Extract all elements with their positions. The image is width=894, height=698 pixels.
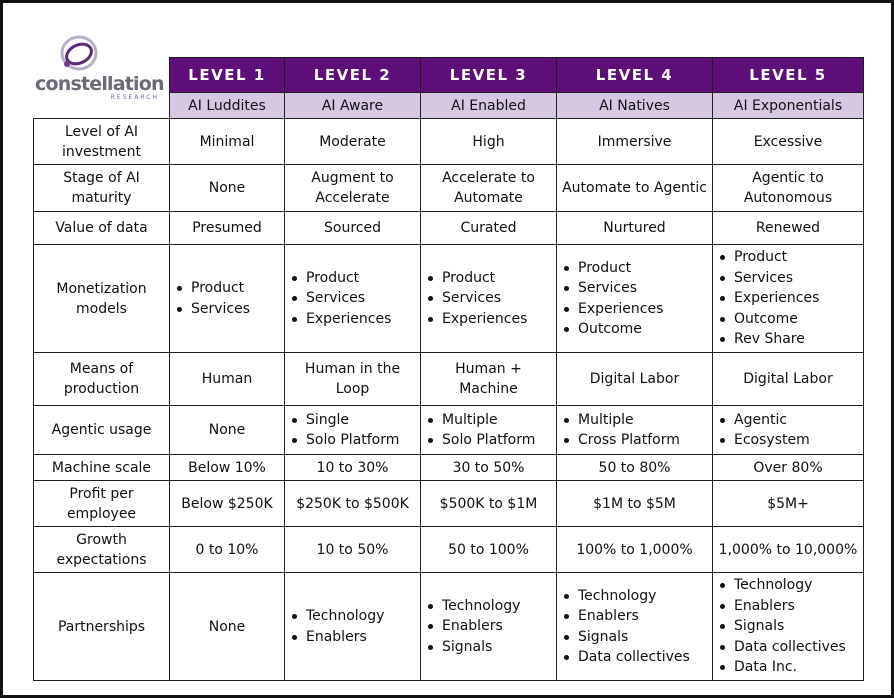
level-name-row xyxy=(34,93,864,119)
list-item: Single xyxy=(289,410,399,431)
brand-sub: RESEARCH xyxy=(110,94,159,101)
bullet-list xyxy=(289,268,391,330)
list-item: Services xyxy=(561,278,663,299)
table-cell: Human xyxy=(170,353,285,406)
table-row xyxy=(34,212,864,245)
list-item: Enablers xyxy=(425,616,520,637)
table-cell: 1,000% to 10,000% xyxy=(713,527,864,573)
page-frame xyxy=(3,3,891,695)
table-corner xyxy=(34,93,170,119)
table-cell: Digital Labor xyxy=(557,353,713,406)
bullet-list xyxy=(717,247,819,350)
table-cell: $250K to $500K xyxy=(285,481,421,527)
list-item: Services xyxy=(717,268,819,289)
list-item: Ecosystem xyxy=(717,430,810,451)
table-cell: Immersive xyxy=(557,119,713,165)
table-cell xyxy=(421,406,557,455)
table-row xyxy=(34,406,864,455)
list-item: Data collectives xyxy=(561,647,690,668)
table-cell xyxy=(713,573,864,681)
table-cell xyxy=(713,245,864,353)
list-item: Solo Platform xyxy=(425,430,535,451)
row-label: Growth expectations xyxy=(34,527,170,573)
table-cell xyxy=(421,573,557,681)
bullet-list xyxy=(717,410,810,451)
table-cell: None xyxy=(170,573,285,681)
row-label: Means of production xyxy=(34,353,170,406)
bullet-list xyxy=(289,410,399,451)
bullet-list xyxy=(717,575,846,678)
list-item: Product xyxy=(425,268,527,289)
table-cell xyxy=(170,245,285,353)
level-name: AI Luddites xyxy=(170,93,285,119)
level-name: AI Enabled xyxy=(421,93,557,119)
table-cell: Accelerate to Automate xyxy=(421,165,557,212)
list-item: Experiences xyxy=(425,309,527,330)
level-header: LEVEL 4 xyxy=(557,58,713,93)
list-item: Technology xyxy=(717,575,846,596)
row-label: Agentic usage xyxy=(34,406,170,455)
list-item: Services xyxy=(425,288,527,309)
bullet-list xyxy=(561,586,690,668)
row-label: Partnerships xyxy=(34,573,170,681)
table-cell: Below 10% xyxy=(170,455,285,481)
table-cell xyxy=(285,406,421,455)
table-cell xyxy=(713,406,864,455)
list-item: Rev Share xyxy=(717,329,819,350)
table-cell xyxy=(557,573,713,681)
level-name: AI Aware xyxy=(285,93,421,119)
list-item: Agentic xyxy=(717,410,810,431)
table-cell: None xyxy=(170,406,285,455)
row-label: Monetization models xyxy=(34,245,170,353)
list-item: Product xyxy=(289,268,391,289)
table-cell: Over 80% xyxy=(713,455,864,481)
level-header: LEVEL 3 xyxy=(421,58,557,93)
row-label: Profit per employee xyxy=(34,481,170,527)
table-row xyxy=(34,527,864,573)
table-cell: Below $250K xyxy=(170,481,285,527)
bullet-list xyxy=(289,606,384,647)
list-item: Product xyxy=(561,258,663,279)
bullet-list xyxy=(561,410,680,451)
table-cell: Excessive xyxy=(713,119,864,165)
table-cell: 10 to 30% xyxy=(285,455,421,481)
brand-name: constellation xyxy=(35,73,164,95)
list-item: Signals xyxy=(425,637,520,658)
list-item: Signals xyxy=(561,627,690,648)
list-item: Outcome xyxy=(717,309,819,330)
row-label: Stage of AI maturity xyxy=(34,165,170,212)
table-cell xyxy=(285,573,421,681)
list-item: Enablers xyxy=(717,596,846,617)
table-body xyxy=(34,119,864,681)
row-label: Value of data xyxy=(34,212,170,245)
row-label: Level of AI investment xyxy=(34,119,170,165)
list-item: Technology xyxy=(425,596,520,617)
list-item: Services xyxy=(174,299,250,320)
table-row xyxy=(34,245,864,353)
table-cell: Human in the Loop xyxy=(285,353,421,406)
list-item: Solo Platform xyxy=(289,430,399,451)
list-item: Services xyxy=(289,288,391,309)
table-cell: Human + Machine xyxy=(421,353,557,406)
bullet-list xyxy=(425,268,527,330)
table-cell xyxy=(285,245,421,353)
table-cell xyxy=(557,245,713,353)
table-cell: Digital Labor xyxy=(713,353,864,406)
table-cell: $1M to $5M xyxy=(557,481,713,527)
table-row xyxy=(34,165,864,212)
list-item: Experiences xyxy=(289,309,391,330)
list-item: Product xyxy=(174,278,250,299)
level-header: LEVEL 2 xyxy=(285,58,421,93)
table-cell: $500K to $1M xyxy=(421,481,557,527)
table-cell: Nurtured xyxy=(557,212,713,245)
table-row xyxy=(34,353,864,406)
table-cell: Sourced xyxy=(285,212,421,245)
table-cell: High xyxy=(421,119,557,165)
table-cell xyxy=(421,245,557,353)
table-cell: None xyxy=(170,165,285,212)
bullet-list xyxy=(561,258,663,340)
table-row xyxy=(34,481,864,527)
table-cell: Minimal xyxy=(170,119,285,165)
table-cell: 100% to 1,000% xyxy=(557,527,713,573)
table-row xyxy=(34,573,864,681)
list-item: Cross Platform xyxy=(561,430,680,451)
table-row xyxy=(34,455,864,481)
list-item: Data collectives xyxy=(717,637,846,658)
list-item: Technology xyxy=(561,586,690,607)
level-header: LEVEL 5 xyxy=(713,58,864,93)
list-item: Outcome xyxy=(561,319,663,340)
list-item: Product xyxy=(717,247,819,268)
row-label: Machine scale xyxy=(34,455,170,481)
level-header: LEVEL 1 xyxy=(170,58,285,93)
table-cell: 50 to 80% xyxy=(557,455,713,481)
bullet-list xyxy=(425,410,535,451)
table-cell xyxy=(557,406,713,455)
table-cell: 10 to 50% xyxy=(285,527,421,573)
list-item: Signals xyxy=(717,616,846,637)
list-item: Multiple xyxy=(561,410,680,431)
list-item: Enablers xyxy=(561,606,690,627)
table-cell: Augment to Accelerate xyxy=(285,165,421,212)
level-name: AI Natives xyxy=(557,93,713,119)
bullet-list xyxy=(174,278,250,319)
level-header-row xyxy=(34,58,864,93)
table-corner xyxy=(34,58,170,93)
table-cell: 50 to 100% xyxy=(421,527,557,573)
table-cell: 0 to 10% xyxy=(170,527,285,573)
table-cell: Moderate xyxy=(285,119,421,165)
table-cell: Presumed xyxy=(170,212,285,245)
table-row xyxy=(34,119,864,165)
level-name: AI Exponentials xyxy=(713,93,864,119)
table-cell: 30 to 50% xyxy=(421,455,557,481)
ai-maturity-table xyxy=(33,57,864,681)
table-cell: Agentic to Autonomous xyxy=(713,165,864,212)
table-cell: $5M+ xyxy=(713,481,864,527)
bullet-list xyxy=(425,596,520,658)
table-cell: Automate to Agentic xyxy=(557,165,713,212)
table-cell: Curated xyxy=(421,212,557,245)
list-item: Enablers xyxy=(289,627,384,648)
list-item: Data Inc. xyxy=(717,657,846,678)
table-cell: Renewed xyxy=(713,212,864,245)
list-item: Multiple xyxy=(425,410,535,431)
list-item: Experiences xyxy=(561,299,663,320)
list-item: Experiences xyxy=(717,288,819,309)
list-item: Technology xyxy=(289,606,384,627)
